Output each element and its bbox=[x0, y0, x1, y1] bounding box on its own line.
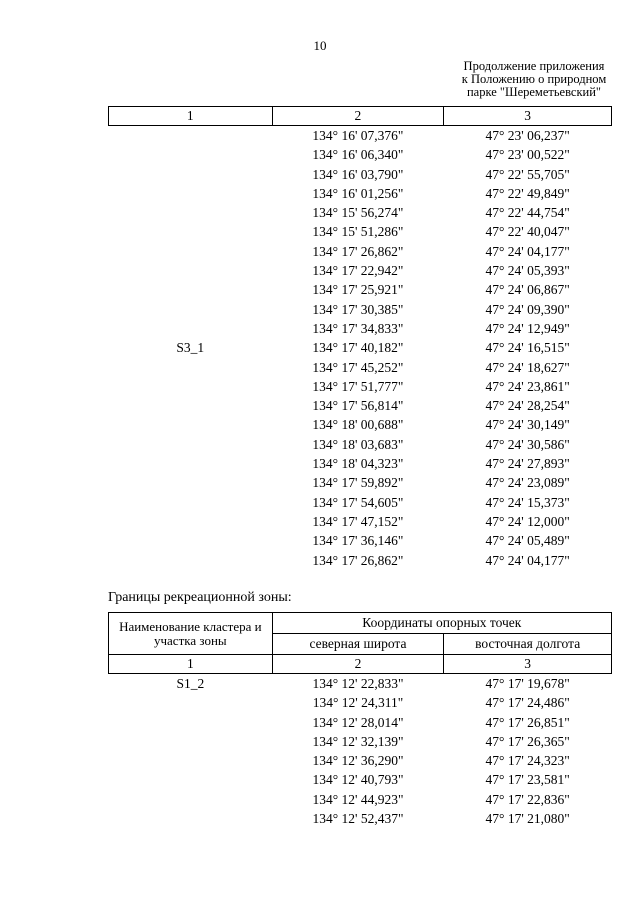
cluster-name-header: Наименование кластера и участка зоны bbox=[109, 613, 273, 655]
coordinate-cell-col2: 134° 17' 36,146" bbox=[312, 533, 404, 549]
coordinate-cell-col3: 47° 24' 09,390" bbox=[485, 301, 570, 317]
column-number-2: 2 bbox=[272, 107, 444, 126]
coordinate-cell-col2: 134° 16' 03,790" bbox=[312, 166, 404, 182]
coordinate-cell-col2: 134° 18' 04,323" bbox=[312, 456, 404, 472]
coordinate-cell-col3: 47° 17' 24,486" bbox=[485, 695, 570, 711]
coordinate-cell-col3: 47° 17' 19,678" bbox=[485, 676, 570, 691]
coordinate-cell-col2: 134° 12' 24,311" bbox=[312, 695, 404, 711]
coordinate-cell-col2: 134° 12' 36,290" bbox=[312, 753, 404, 769]
appendix-note-line: к Положению о природном bbox=[461, 72, 607, 86]
coordinate-cell-col3: 47° 24' 12,949" bbox=[485, 320, 570, 336]
coordinate-cell-col3: 47° 23' 06,237" bbox=[485, 128, 570, 143]
coordinate-cell-col3: 47° 24' 16,515" bbox=[485, 340, 570, 356]
recreation-zone-table bbox=[108, 612, 612, 828]
coordinate-cell-col3: 47° 24' 28,254" bbox=[485, 398, 570, 414]
coordinate-cell-col2: 134° 12' 32,139" bbox=[312, 733, 404, 749]
coordinate-cell-col2: 134° 17' 59,892" bbox=[312, 475, 404, 491]
coordinate-cell-col3: 47° 23' 00,522" bbox=[485, 147, 570, 163]
coordinate-cell-col3: 47° 24' 15,373" bbox=[485, 494, 570, 510]
appendix-note-line: парке "Шереметьевский" bbox=[466, 85, 602, 99]
coordinate-cell-col3: 47° 22' 44,754" bbox=[485, 205, 570, 221]
coordinates-table-s3-1 bbox=[108, 106, 612, 570]
coordinate-cell-col2: 134° 17' 56,814" bbox=[312, 398, 404, 414]
page-number: 10 bbox=[313, 38, 327, 53]
column-number-1: 1 bbox=[109, 655, 273, 674]
coordinate-cell-col3: 47° 24' 23,861" bbox=[485, 378, 570, 394]
coordinate-cell-col3: 47° 17' 21,080" bbox=[485, 811, 570, 827]
column-number-2: 2 bbox=[272, 655, 444, 674]
coordinate-cell-col3: 47° 17' 26,365" bbox=[485, 733, 570, 749]
coordinate-cell-col3: 47° 22' 55,705" bbox=[485, 166, 570, 182]
coordinate-cell-col3: 47° 24' 30,149" bbox=[485, 417, 570, 433]
coordinate-cell-col2: 134° 12' 40,793" bbox=[312, 772, 404, 788]
latitude-header: северная широта bbox=[272, 634, 444, 655]
coordinate-cell-col3: 47° 22' 49,849" bbox=[485, 185, 570, 201]
coordinate-cell-col3: 47° 24' 05,393" bbox=[485, 263, 570, 279]
coordinate-cell-col3: 47° 24' 06,867" bbox=[485, 282, 570, 298]
section-title: Границы рекреационной зоны: bbox=[108, 590, 292, 605]
table-header-row bbox=[109, 613, 612, 634]
coordinate-cell-col3: 47° 22' 40,047" bbox=[485, 224, 570, 240]
coordinate-cell-col2: 134° 12' 44,923" bbox=[312, 791, 404, 807]
coordinate-cell-col2: 134° 12' 22,833" bbox=[312, 676, 404, 691]
coordinate-cell-col3: 47° 24' 12,000" bbox=[485, 513, 570, 529]
coordinate-cell-col2: 134° 16' 01,256" bbox=[312, 185, 404, 201]
coordinate-cell-col3: 47° 24' 18,627" bbox=[485, 359, 570, 375]
coordinate-cell-col3: 47° 17' 22,836" bbox=[485, 791, 570, 807]
coordinate-cell-col2: 134° 17' 34,833" bbox=[312, 320, 404, 336]
coordinate-cell-col3: 47° 17' 23,581" bbox=[485, 772, 570, 788]
coordinate-cell-col3: 47° 17' 24,323" bbox=[485, 753, 570, 769]
coordinates-header: Координаты опорных точек bbox=[272, 613, 611, 634]
coordinate-cell-col3: 47° 24' 04,177" bbox=[485, 552, 570, 568]
coordinate-cell-col2: 134° 17' 25,921" bbox=[312, 282, 404, 298]
table-header-row bbox=[109, 107, 612, 126]
coordinate-cell-col2: 134° 12' 52,437" bbox=[312, 811, 404, 827]
appendix-note-line: Продолжение приложения bbox=[463, 59, 605, 73]
coordinate-cell-col2: 134° 15' 56,274" bbox=[312, 205, 404, 221]
table-row bbox=[109, 126, 612, 146]
coordinate-cell-col3: 47° 24' 30,586" bbox=[485, 436, 570, 452]
coordinate-cell-col2: 134° 17' 51,777" bbox=[312, 378, 404, 394]
cluster-label: S1_2 bbox=[176, 676, 205, 691]
coordinate-cell-col2: 134° 17' 54,605" bbox=[312, 494, 404, 510]
coordinate-cell-col2: 134° 16' 06,340" bbox=[312, 147, 404, 163]
coordinate-cell-col2: 134° 17' 26,862" bbox=[312, 552, 404, 568]
coordinate-cell-col3: 47° 24' 05,489" bbox=[485, 533, 570, 549]
coordinate-cell-col3: 47° 24' 04,177" bbox=[485, 243, 570, 259]
coordinate-cell-col2: 134° 17' 26,862" bbox=[312, 243, 404, 259]
coordinate-cell-col2: 134° 18' 00,688" bbox=[312, 417, 404, 433]
coordinate-cell-col2: 134° 17' 45,252" bbox=[312, 359, 404, 375]
coordinate-cell-col2: 134° 12' 28,014" bbox=[312, 714, 404, 730]
coordinate-cell-col2: 134° 18' 03,683" bbox=[312, 436, 404, 452]
table-number-row bbox=[109, 655, 612, 674]
coordinate-cell-col2: 134° 15' 51,286" bbox=[312, 224, 404, 240]
coordinate-cell-col3: 47° 17' 26,851" bbox=[485, 714, 570, 730]
coordinate-cell-col2: 134° 17' 40,182" bbox=[312, 340, 404, 356]
cluster-label: S3_1 bbox=[176, 340, 205, 356]
appendix-note bbox=[436, 60, 632, 99]
coordinate-cell-col2: 134° 17' 47,152" bbox=[312, 513, 404, 529]
coordinate-cell-col2: 134° 16' 07,376" bbox=[312, 128, 404, 143]
coordinate-cell-col3: 47° 24' 27,893" bbox=[485, 456, 570, 472]
coordinate-cell-col3: 47° 24' 23,089" bbox=[485, 475, 570, 491]
column-number-1: 1 bbox=[109, 107, 273, 126]
coordinate-cell-col2: 134° 17' 30,385" bbox=[312, 301, 404, 317]
coordinate-cell-col2: 134° 17' 22,942" bbox=[312, 263, 404, 279]
column-number-3: 3 bbox=[444, 107, 612, 126]
table-row bbox=[109, 674, 612, 694]
column-number-3: 3 bbox=[444, 655, 612, 674]
longitude-header: восточная долгота bbox=[444, 634, 612, 655]
